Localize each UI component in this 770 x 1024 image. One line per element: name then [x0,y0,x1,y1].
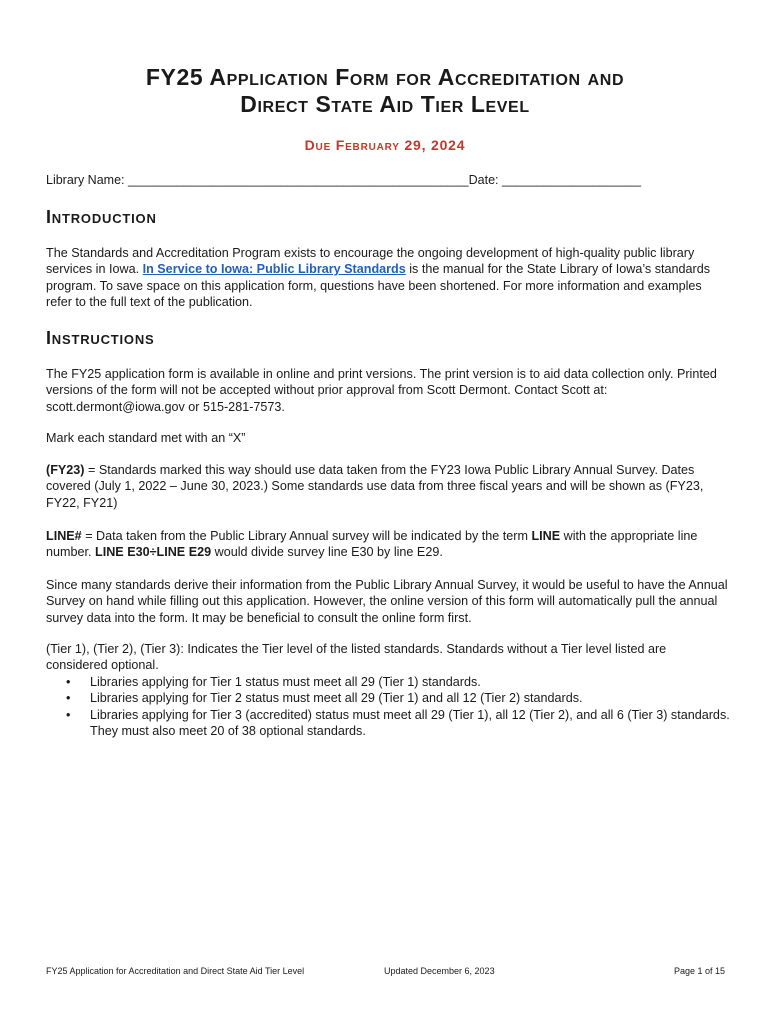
list-item [46,707,731,740]
bullet-icon: • [66,707,71,722]
line-example-term: LINE E30÷LINE E29 [95,545,212,560]
instructions-paragraph-1: The FY25 application form is available in online and print versions. The print version is to aid data collection only. Printed versions of the form will not be accepted without prior approval from Scott Dermont. Contact Scott at: scott.dermont@iowa.gov or 515-281-7573. [46,367,717,414]
instructions-paragraph-fy23 [46,462,731,511]
list-item [46,674,731,690]
line-term: LINE [531,529,561,543]
date-field[interactable]: ____________________ [502,173,642,187]
date-label: Date: [468,173,499,187]
instructions-heading: Instructions [46,328,155,348]
introduction-paragraph [46,245,731,311]
footer-updated-date: Updated December 6, 2023 [384,966,495,976]
instructions-paragraph-tiers [46,641,731,739]
instructions-paragraph-line [46,528,731,561]
library-name-field[interactable]: _________________________________________________ [127,173,469,187]
introduction-text-2: is the manual for the State Library of Iowa’s standards program. To save space on this application form, questions have been shortened. For more information and examples refer to the full text of the publication. [46,262,711,310]
line-hash-term: LINE# [46,529,82,543]
tier-2-requirement: Libraries applying for Tier 2 status must meet all 29 (Tier 1) and all 12 (Tier 2) standards. [90,691,583,706]
footer-page-number: Page 1 of 15 [673,966,725,976]
fy23-term: (FY23) [46,463,85,477]
introduction-text-1: The Standards and Accreditation Program exists to encourage the ongoing development of high-quality public library services in Iowa. [46,246,695,277]
due-date: Due February 29, 2024 [304,137,466,153]
page-title-line-2: Direct State Aid Tier Level [240,91,530,117]
instructions-paragraph-mark: Mark each standard met with an “X” [46,431,246,445]
tier-requirements-list [46,674,731,740]
instructions-paragraph-survey: Since many standards derive their information from the Public Library Annual Survey, it would be useful to have the Annual Survey on hand while filling out this application. However, the online version of this form will automatically pull the annual survey data into the form. It may be beneficial to consult the online form first. [46,578,728,625]
line-description-3: would divide survey line E30 by line E29. [211,545,443,560]
page-title [40,64,730,118]
library-date-line [46,173,641,187]
library-name-label: Library Name: [46,173,125,187]
bullet-icon: • [66,691,71,706]
footer-title: FY25 Application for Accreditation and Direct State Aid Tier Level [46,966,305,976]
bullet-icon: • [66,674,71,689]
tiers-description: (Tier 1), (Tier 2), (Tier 3): Indicates the Tier level of the listed standards. Standards without a Tier level listed are considered optional. [46,642,667,673]
list-item [46,690,731,706]
standards-manual-link[interactable]: In Service to Iowa: Public Library Standards [142,262,406,277]
fy23-description: = Standards marked this way should use data taken from the FY23 Iowa Public Library Annual Survey. Dates covered (July 1, 2022 – June 30, 2023.) Some standards use data from three fiscal years and will be shown as (FY23, FY22, FY21) [46,463,704,510]
tier-1-requirement: Libraries applying for Tier 1 status must meet all 29 (Tier 1) standards. [90,674,481,689]
line-description-2: with the appropriate line number. [46,529,698,560]
introduction-heading: Introduction [46,207,157,227]
page-title-line-1: FY25 Application Form for Accreditation and [145,64,625,90]
line-description-1: = Data taken from the Public Library Annual survey will be indicated by the term [81,529,532,543]
tier-3-requirement: Libraries applying for Tier 3 (accredited) status must meet all 29 (Tier 1), all 12 (Tier 2), and all 6 (Tier 3) standards. They must also meet 20 of 38 optional standards. [90,707,730,739]
